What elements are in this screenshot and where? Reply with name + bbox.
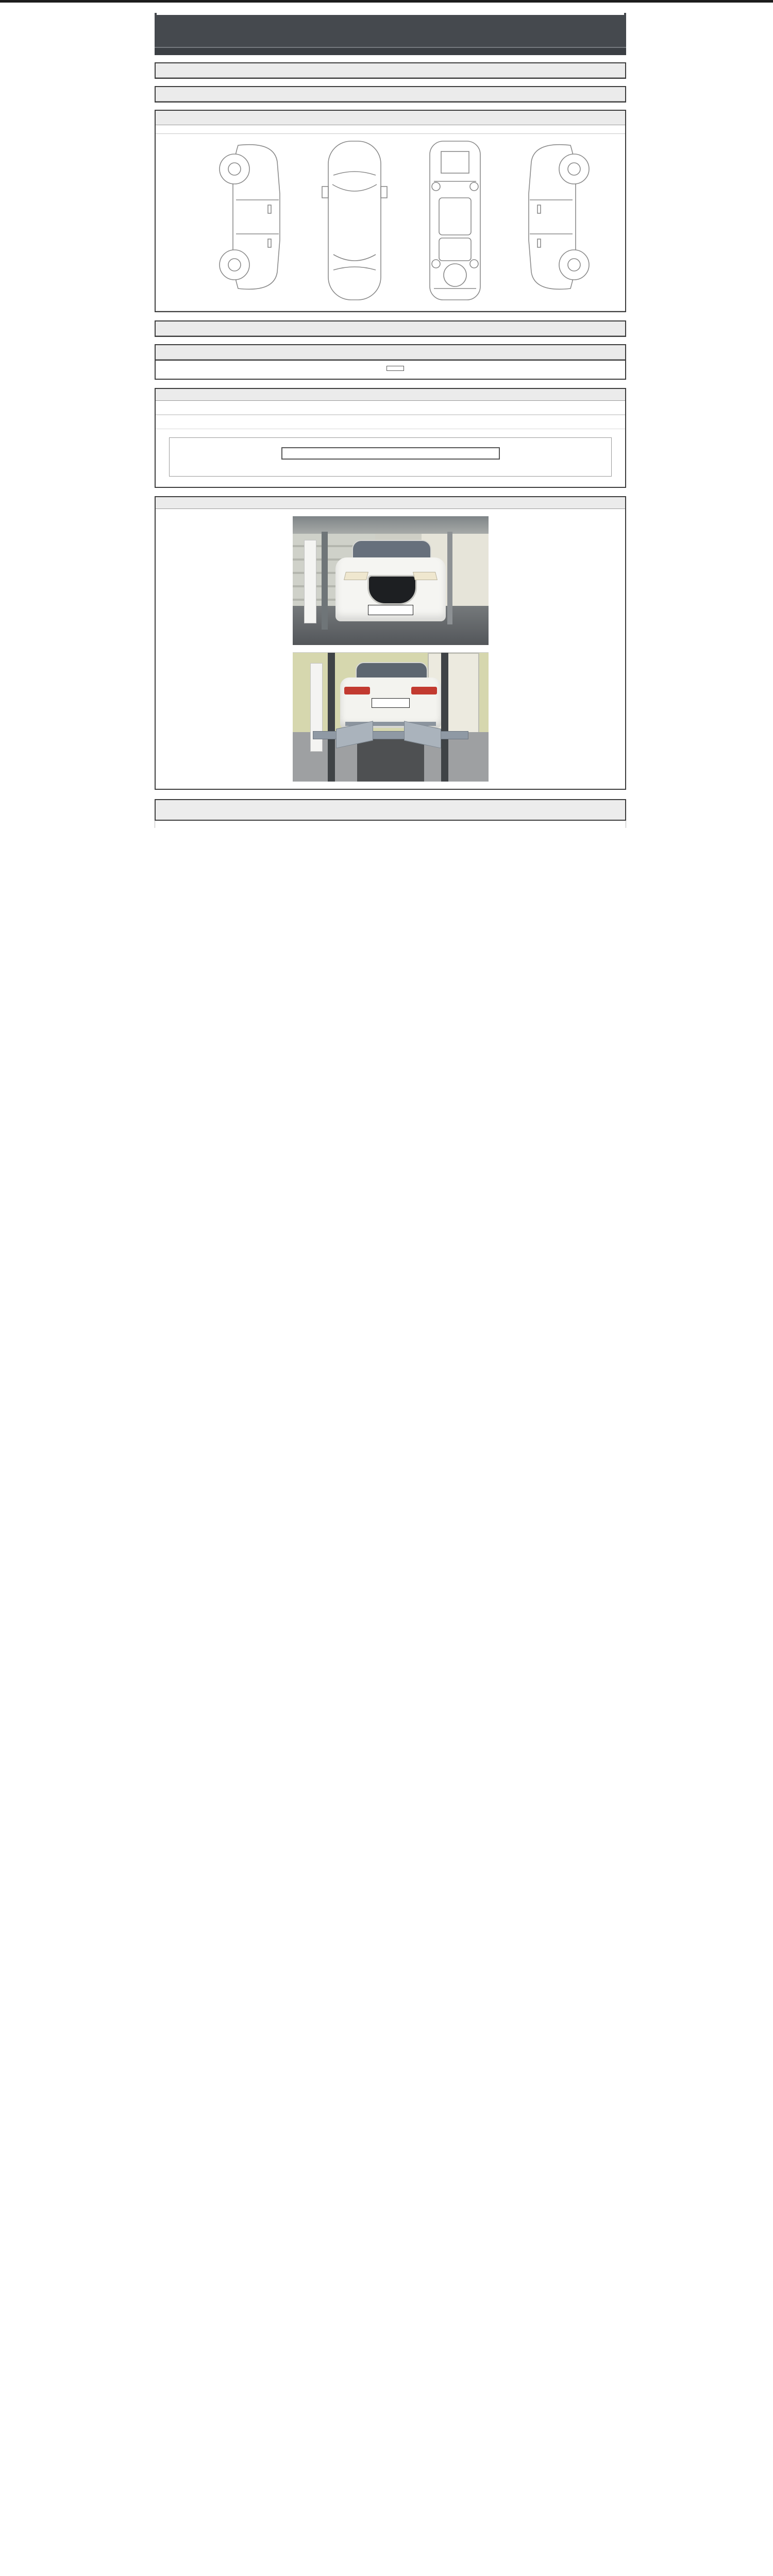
notice-sec1-title [156,401,625,415]
overall-state-header [156,87,625,101]
car-headlight-right [413,572,438,580]
section-signature [155,799,626,821]
notice-header [156,389,625,401]
detail-state-header [156,321,625,336]
final-price-value [386,366,404,371]
accident-legend [156,125,625,134]
section-basic-info [155,62,626,79]
form-meta-row [155,3,626,9]
section-accident-history [155,110,626,312]
car-license-plate-rear [372,698,410,708]
page-marker-4 [155,488,626,493]
notice-sec2-title [156,415,625,429]
photo-car-front [335,540,446,621]
etc-info-header [156,345,625,360]
final-price-strip [156,360,625,379]
section-detail-state [155,320,626,337]
accident-header [156,111,625,125]
price-survey-definition-title [281,447,500,460]
photo-lift-post [322,532,328,630]
inspection-report-page [0,0,773,828]
page-marker-3 [155,380,626,385]
car-taillight-right [411,687,437,694]
page-marker-2 [155,312,626,317]
photo-lift-post-left [328,653,335,782]
car-grille [367,575,417,605]
inspection-photo-rear [293,652,489,782]
document-subnote [155,33,626,47]
photos-header [156,497,625,509]
section-etc-info [155,344,626,380]
basic-info-header [156,63,625,78]
car-license-plate [368,605,413,615]
document-number [155,47,626,55]
photo-ceiling [293,516,489,534]
document-subtitle [155,28,626,33]
car-damage-diagram [156,134,625,311]
confirmation-statement [155,821,626,828]
document-title [155,15,626,28]
inspection-photo-front [293,516,489,645]
photo-pillar-sign [304,540,316,623]
photo-lift-post [447,532,452,624]
section-notice [155,388,626,488]
car-diagram-svg [156,137,625,307]
section-overall-state [155,86,626,103]
car-headlight-left [344,572,368,580]
car-taillight-left [344,687,370,694]
price-survey-definition-box [169,437,612,477]
document-header [155,13,626,55]
photo-car-rear [340,662,441,728]
photo-pit [357,736,424,782]
section-photos [155,496,626,790]
photo-lift-post-right [441,653,448,782]
